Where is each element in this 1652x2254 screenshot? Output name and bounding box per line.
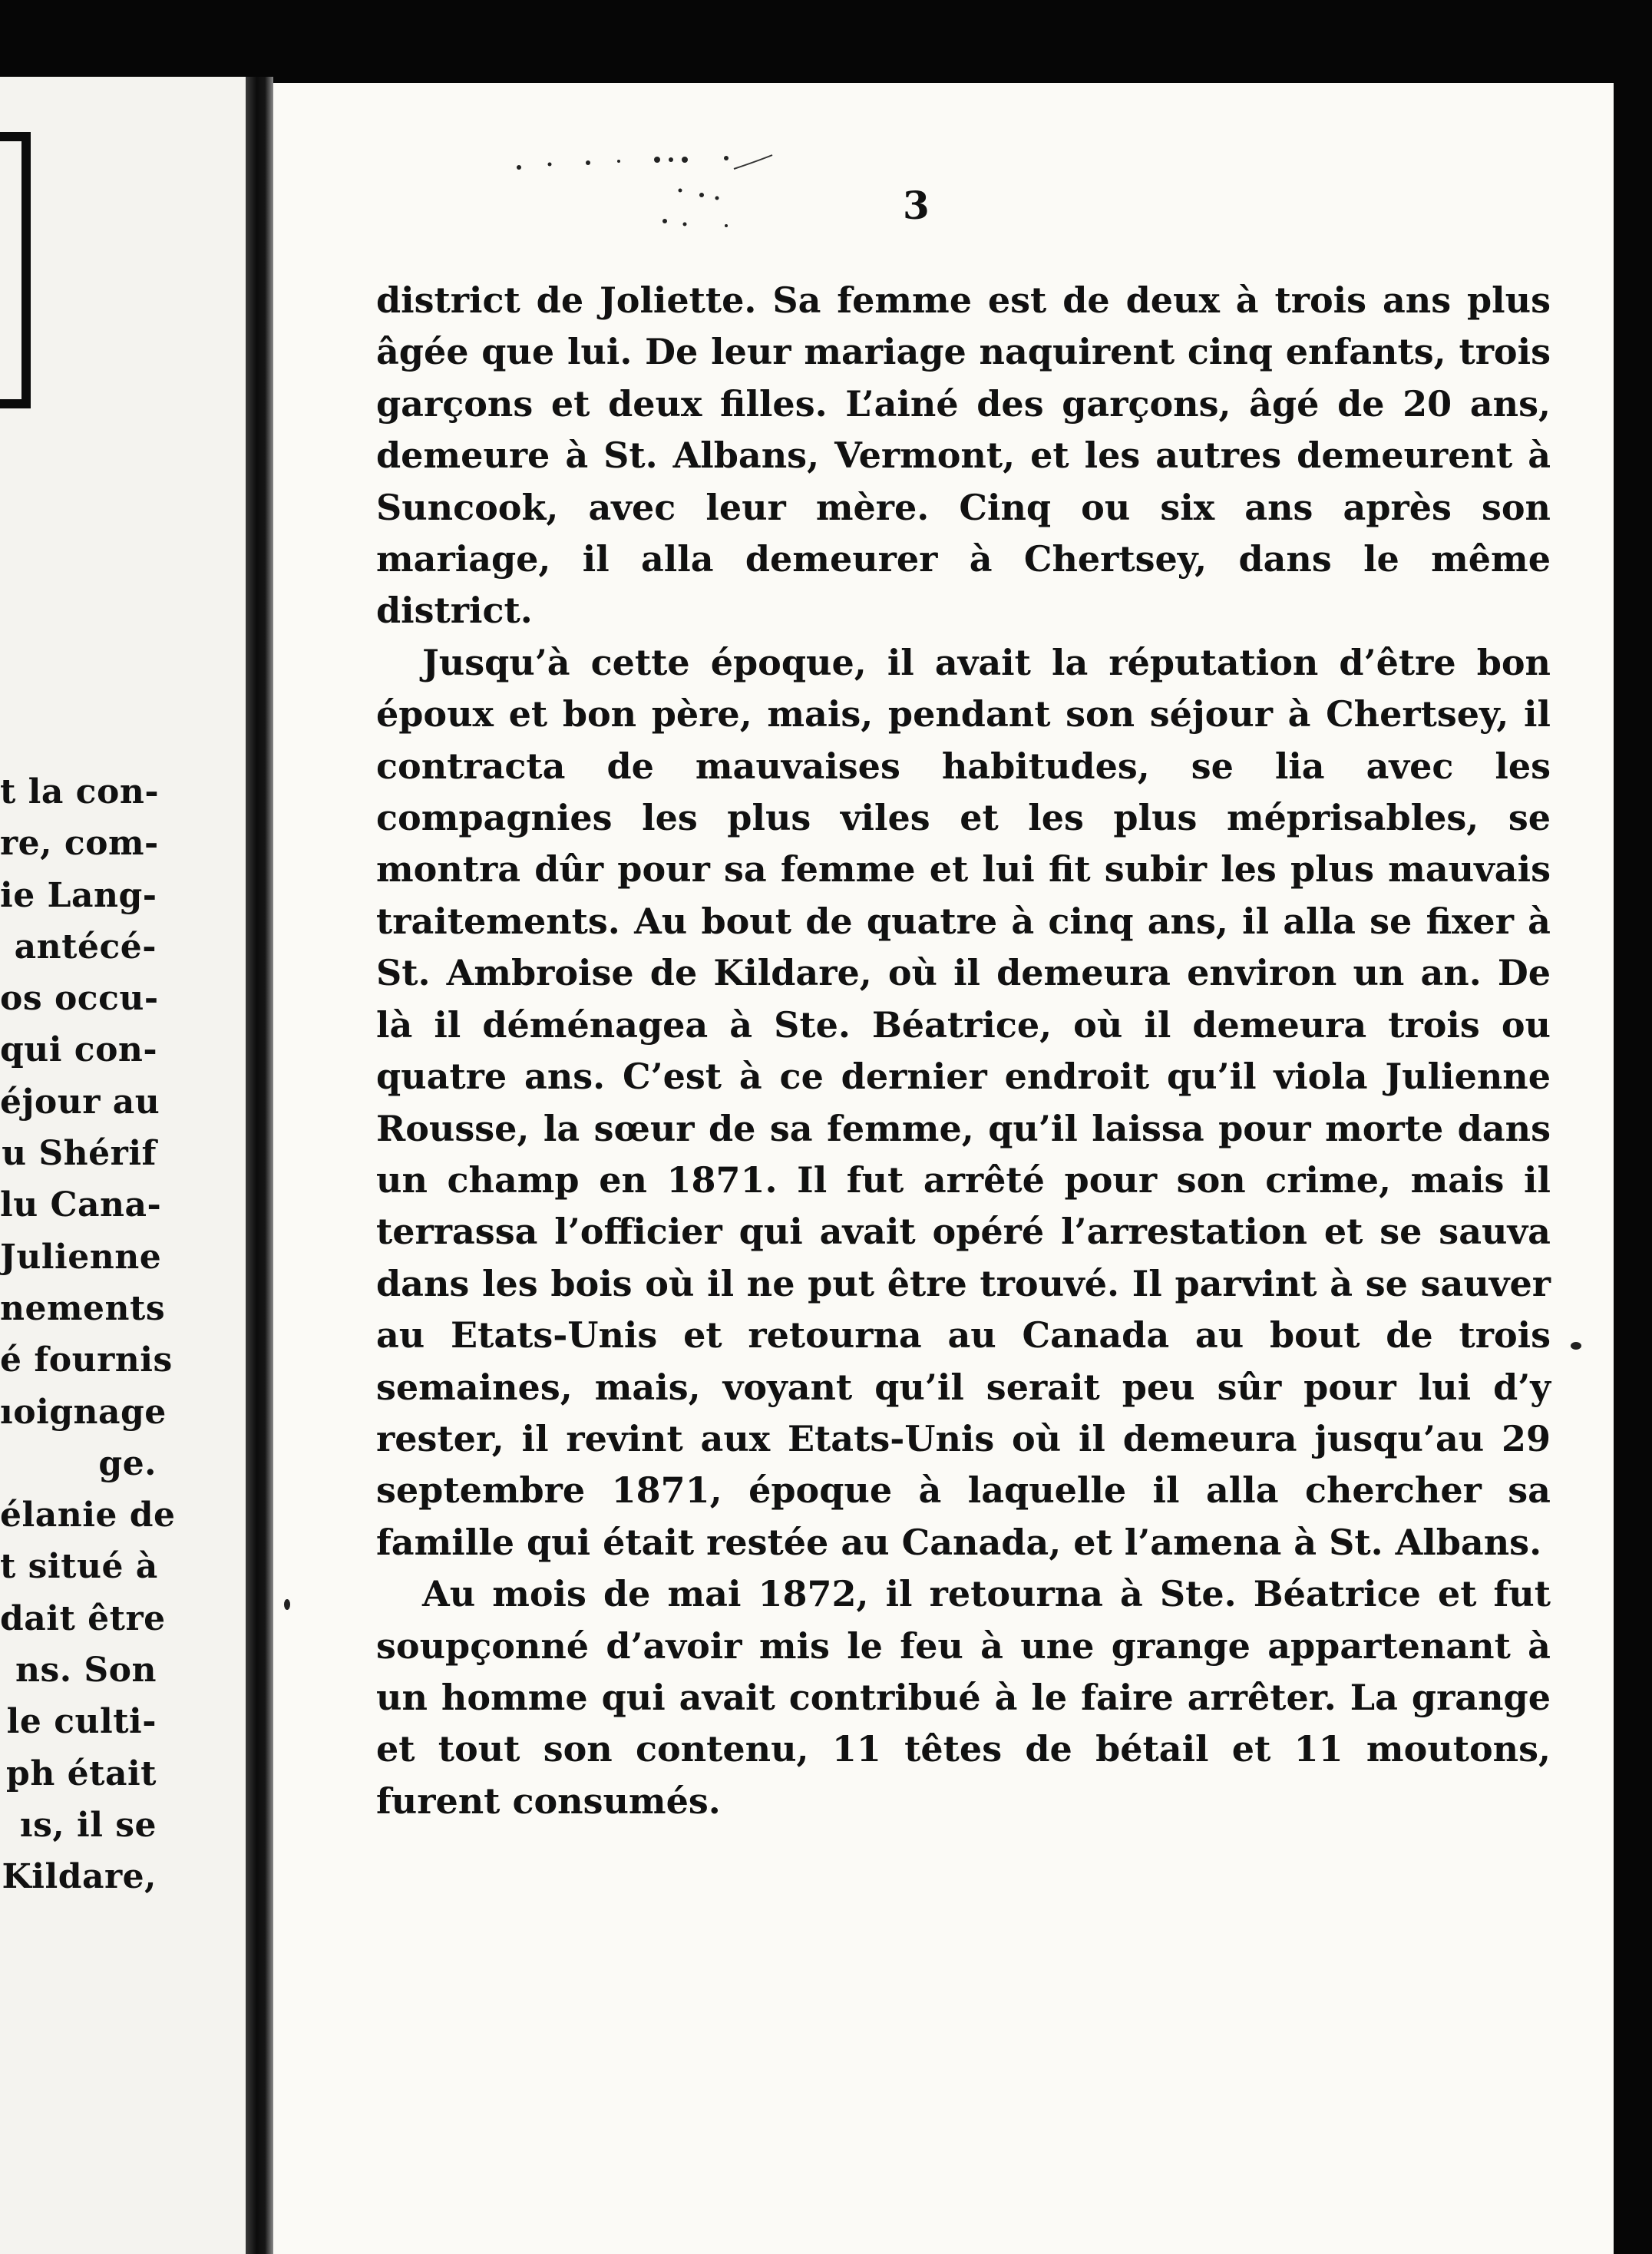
ink-speck bbox=[284, 1599, 290, 1610]
header-ornament bbox=[504, 144, 780, 236]
left-line: ie Lang- bbox=[0, 875, 157, 915]
main-page bbox=[273, 83, 1614, 2254]
left-line: qui con- bbox=[0, 1030, 158, 1070]
paragraph: Jusqu’à cette époque, il avait la réputation d’être bon époux et bon père, mais, pendant son séjour à Chertsey, il contracta de mauvaises habitudes, se lia avec les compagnies les plus viles et les plus méprisables, se montra dûr pour sa femme et lui fit subir les plus mauvais traitements. Au bout de quatre à cinq ans, il alla se fixer à St. Ambroise de Kildare, où il demeura environ un an. De là il déménagea à Ste. Béatrice, où il demeura trois ou quatre ans. C’est à ce dernier endroit qu’il viola Julienne Rousse, la sœur de sa femme, qu’il laissa pour morte dans un champ en 1871. Il fut arrêté pour son crime, mais il terrassa l’officier qui avait opéré l’arrestation et se sauva dans les bois où il ne put être trouvé. Il parvint à se sauver au Etats-Unis et retourna au Canada au bout de trois semaines, mais, voyant qu’il serait peu sûr pour lui d’y rester, il revint aux Etats-Unis où il demeura jusqu’au 29 septembre 1871, époque à laquelle il alla chercher sa famille qui était restée au Canada, et l’amena à St. Albans. bbox=[376, 641, 1551, 1563]
left-line: ıs, il se bbox=[19, 1805, 157, 1845]
book-gutter bbox=[246, 77, 273, 2254]
page-number: 3 bbox=[903, 183, 930, 228]
ink-speck bbox=[1571, 1342, 1581, 1350]
paragraph: Au mois de mai 1872, il retourna à Ste. Béatrice et fut soupçonné d’avoir mis le feu à une grange appartenant à un homme qui avait contribué à le faire arrêter. La grange et tout son contenu, 11 têtes de bétail et 11 moutons, furent consumés. bbox=[376, 1573, 1551, 1822]
left-line: re, com- bbox=[0, 824, 159, 864]
left-page-fragment bbox=[0, 77, 246, 2254]
left-line: é fournis bbox=[0, 1340, 173, 1380]
left-line: os occu- bbox=[0, 979, 159, 1019]
left-line: ns. Son bbox=[15, 1651, 157, 1690]
left-line: antécé- bbox=[14, 927, 157, 967]
left-page-text bbox=[0, 766, 246, 1903]
left-line: Julienne bbox=[0, 1237, 162, 1277]
left-line: éjour au bbox=[0, 1082, 160, 1122]
left-line: u Shérif bbox=[2, 1134, 157, 1174]
left-line: le culti- bbox=[6, 1702, 157, 1742]
left-line: Kildare, bbox=[2, 1857, 157, 1897]
left-line: ge. bbox=[98, 1443, 157, 1483]
left-line: t situé à bbox=[0, 1547, 158, 1587]
page-border-bracket bbox=[0, 132, 31, 408]
paragraph: district de Joliette. Sa femme est de deux à trois ans plus âgée que lui. De leur mariage naquirent cinq enfants, trois garçons et deux filles. L’ainé des garçons, âgé de 20 ans, demeure à St. Albans, Vermont, et les autres demeurent à Suncook, avec leur mère. Cinq ou six ans après son mariage, il alla demeurer à Chertsey, dans le même district. bbox=[376, 279, 1551, 632]
left-line: t la con- bbox=[0, 772, 160, 811]
left-line: élanie de bbox=[0, 1496, 176, 1535]
left-line: dait être bbox=[0, 1598, 166, 1638]
body-text bbox=[376, 275, 1551, 1827]
left-line: nements bbox=[0, 1288, 166, 1328]
left-line: ıoignage bbox=[0, 1392, 167, 1432]
left-line: lu Cana- bbox=[0, 1185, 162, 1225]
left-line: ph était bbox=[6, 1753, 157, 1793]
